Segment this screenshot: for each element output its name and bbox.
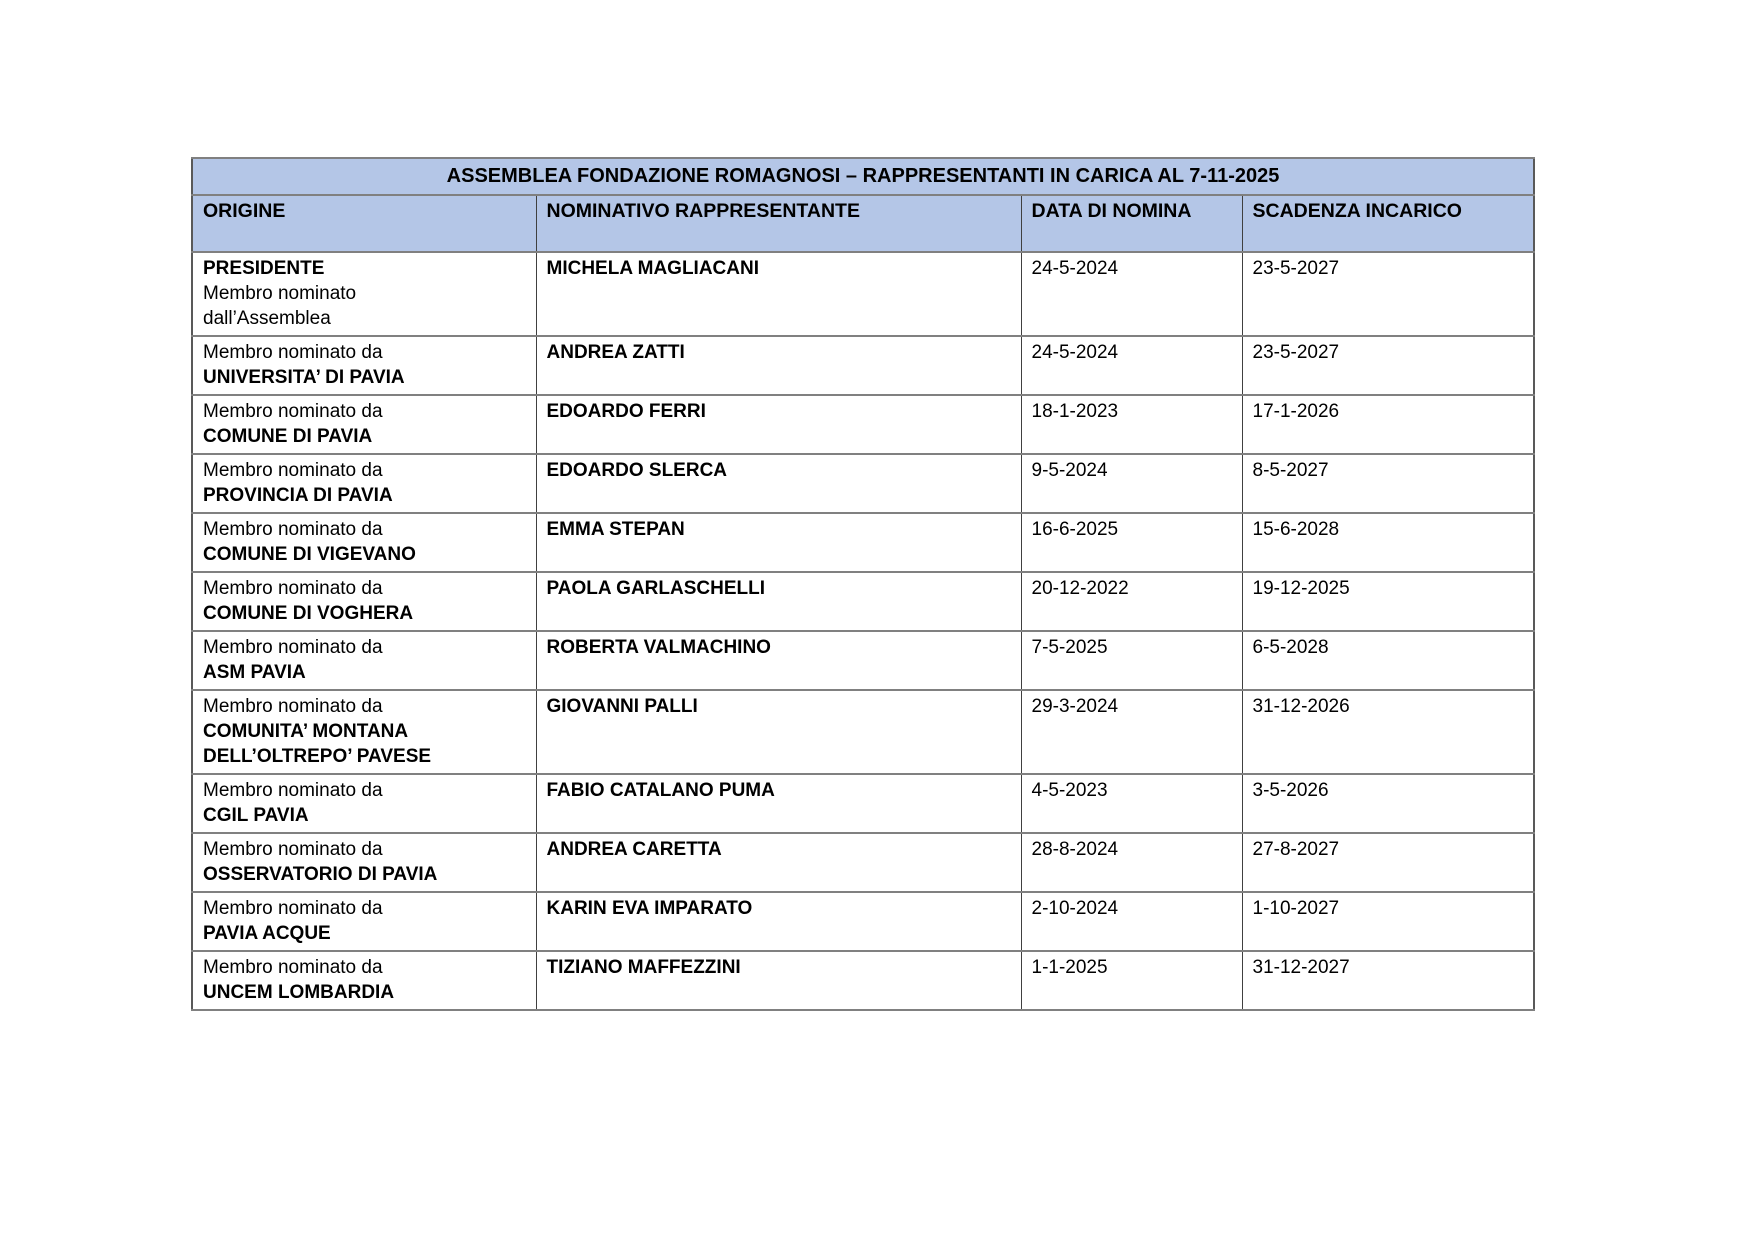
scadenza-incarico-cell: 1-10-2027 xyxy=(1242,892,1534,951)
nominativo-cell: ANDREA CARETTA xyxy=(536,833,1021,892)
table-row xyxy=(192,833,1534,892)
table-row xyxy=(192,690,1534,774)
origine-line: Membro nominato da xyxy=(203,401,383,422)
origine-line: UNCEM LOMBARDIA xyxy=(203,982,395,1003)
data-nomina-cell: 4-5-2023 xyxy=(1021,774,1242,833)
table-row xyxy=(192,892,1534,951)
origine-cell xyxy=(192,513,536,572)
data-nomina-cell: 16-6-2025 xyxy=(1021,513,1242,572)
origine-line: OSSERVATORIO DI PAVIA xyxy=(203,864,438,885)
nominativo-cell: ANDREA ZATTI xyxy=(536,336,1021,395)
origine-line: PRESIDENTE xyxy=(203,258,325,279)
data-nomina-cell: 24-5-2024 xyxy=(1021,252,1242,336)
nominativo-cell: EDOARDO FERRI xyxy=(536,395,1021,454)
origine-line: COMUNE DI VIGEVANO xyxy=(203,544,416,565)
origine-cell xyxy=(192,951,536,1010)
origine-cell xyxy=(192,774,536,833)
origine-line: Membro nominato da xyxy=(203,460,383,481)
origine-cell xyxy=(192,690,536,774)
origine-line: Membro nominato da xyxy=(203,957,383,978)
nominativo-cell: ROBERTA VALMACHINO xyxy=(536,631,1021,690)
table-header-row xyxy=(192,195,1534,252)
nominativo-cell: MICHELA MAGLIACANI xyxy=(536,252,1021,336)
scadenza-incarico-cell: 15-6-2028 xyxy=(1242,513,1534,572)
representatives-table xyxy=(191,157,1535,1011)
table-row xyxy=(192,336,1534,395)
table-body xyxy=(192,252,1534,1010)
nominativo-cell: TIZIANO MAFFEZZINI xyxy=(536,951,1021,1010)
table-row xyxy=(192,774,1534,833)
nominativo-cell: KARIN EVA IMPARATO xyxy=(536,892,1021,951)
nominativo-cell: EDOARDO SLERCA xyxy=(536,454,1021,513)
nominativo-cell: PAOLA GARLASCHELLI xyxy=(536,572,1021,631)
origine-cell xyxy=(192,572,536,631)
scadenza-incarico-cell: 6-5-2028 xyxy=(1242,631,1534,690)
table-row xyxy=(192,252,1534,336)
origine-line: Membro nominato da xyxy=(203,342,383,363)
origine-line: Membro nominato da xyxy=(203,519,383,540)
origine-cell xyxy=(192,454,536,513)
origine-line: Membro nominato xyxy=(203,283,357,304)
origine-line: Membro nominato da xyxy=(203,898,383,919)
table-row xyxy=(192,395,1534,454)
scadenza-incarico-cell: 8-5-2027 xyxy=(1242,454,1534,513)
scadenza-incarico-cell: 23-5-2027 xyxy=(1242,252,1534,336)
data-nomina-cell: 2-10-2024 xyxy=(1021,892,1242,951)
table-row xyxy=(192,454,1534,513)
table-row xyxy=(192,572,1534,631)
scadenza-incarico-cell: 23-5-2027 xyxy=(1242,336,1534,395)
scadenza-incarico-cell: 31-12-2026 xyxy=(1242,690,1534,774)
data-nomina-cell: 9-5-2024 xyxy=(1021,454,1242,513)
origine-line: PROVINCIA DI PAVIA xyxy=(203,485,393,506)
origine-cell xyxy=(192,631,536,690)
scadenza-incarico-cell: 31-12-2027 xyxy=(1242,951,1534,1010)
origine-line: Membro nominato da xyxy=(203,637,383,658)
origine-line: COMUNITA’ MONTANA xyxy=(203,721,409,742)
data-nomina-cell: 18-1-2023 xyxy=(1021,395,1242,454)
column-header-data-nomina: DATA DI NOMINA xyxy=(1021,195,1242,252)
origine-line: UNIVERSITA’ DI PAVIA xyxy=(203,367,405,388)
origine-cell xyxy=(192,336,536,395)
table-row xyxy=(192,951,1534,1010)
origine-cell xyxy=(192,395,536,454)
origine-line: Membro nominato da xyxy=(203,780,383,801)
data-nomina-cell: 20-12-2022 xyxy=(1021,572,1242,631)
table-title-row xyxy=(192,158,1534,195)
data-nomina-cell: 1-1-2025 xyxy=(1021,951,1242,1010)
origine-cell xyxy=(192,252,536,336)
origine-line: Membro nominato da xyxy=(203,696,383,717)
data-nomina-cell: 7-5-2025 xyxy=(1021,631,1242,690)
origine-line: COMUNE DI VOGHERA xyxy=(203,603,414,624)
nominativo-cell: GIOVANNI PALLI xyxy=(536,690,1021,774)
data-nomina-cell: 28-8-2024 xyxy=(1021,833,1242,892)
origine-cell xyxy=(192,833,536,892)
origine-cell xyxy=(192,892,536,951)
column-header-scadenza-incarico: SCADENZA INCARICO xyxy=(1242,195,1534,252)
origine-line: DELL’OLTREPO’ PAVESE xyxy=(203,746,432,767)
table-row xyxy=(192,513,1534,572)
nominativo-cell: EMMA STEPAN xyxy=(536,513,1021,572)
table-title: ASSEMBLEA FONDAZIONE ROMAGNOSI – RAPPRESENTANTI IN CARICA AL 7-11-2025 xyxy=(192,158,1534,195)
origine-line: PAVIA ACQUE xyxy=(203,923,331,944)
column-header-origine: ORIGINE xyxy=(192,195,536,252)
origine-line: ASM PAVIA xyxy=(203,662,306,683)
scadenza-incarico-cell: 27-8-2027 xyxy=(1242,833,1534,892)
scadenza-incarico-cell: 17-1-2026 xyxy=(1242,395,1534,454)
origine-line: COMUNE DI PAVIA xyxy=(203,426,373,447)
data-nomina-cell: 24-5-2024 xyxy=(1021,336,1242,395)
origine-line: dall’Assemblea xyxy=(203,308,331,329)
scadenza-incarico-cell: 3-5-2026 xyxy=(1242,774,1534,833)
origine-line: Membro nominato da xyxy=(203,839,383,860)
scadenza-incarico-cell: 19-12-2025 xyxy=(1242,572,1534,631)
column-header-nominativo: NOMINATIVO RAPPRESENTANTE xyxy=(536,195,1021,252)
data-nomina-cell: 29-3-2024 xyxy=(1021,690,1242,774)
origine-line: Membro nominato da xyxy=(203,578,383,599)
table-row xyxy=(192,631,1534,690)
nominativo-cell: FABIO CATALANO PUMA xyxy=(536,774,1021,833)
origine-line: CGIL PAVIA xyxy=(203,805,309,826)
